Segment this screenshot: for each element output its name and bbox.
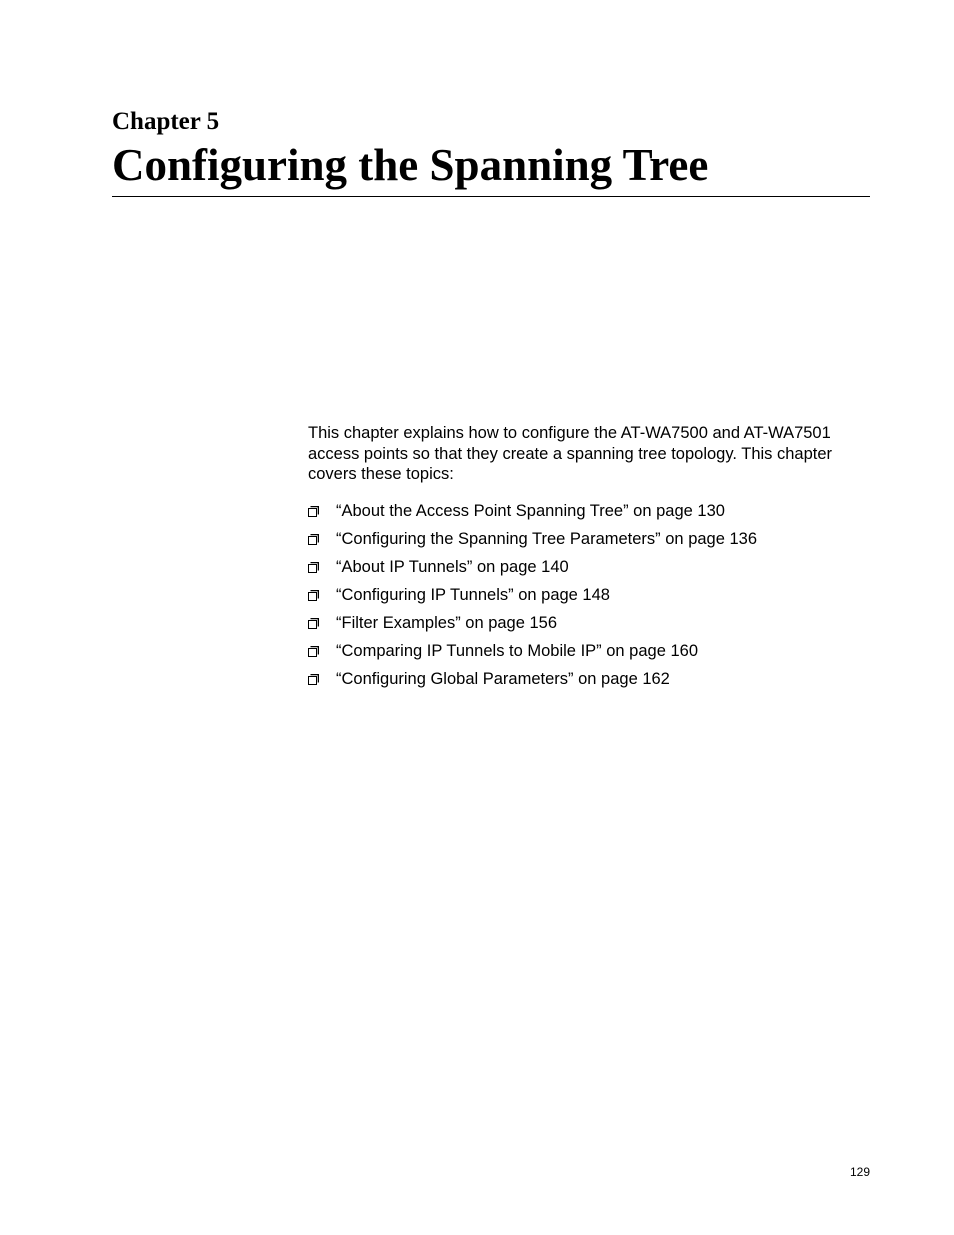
checkbox-bullet-icon	[308, 612, 336, 634]
topic-link[interactable]: “About IP Tunnels” on page 140	[336, 558, 569, 576]
topic-link[interactable]: “Configuring Global Parameters” on page 162	[336, 670, 670, 688]
list-item[interactable]	[308, 500, 870, 528]
chapter-title: Configuring the Spanning Tree	[112, 140, 709, 190]
topic-link[interactable]: “About the Access Point Spanning Tree” on page 130	[336, 502, 725, 520]
topic-list	[308, 500, 870, 696]
list-item[interactable]	[308, 612, 870, 640]
topic-link[interactable]: “Configuring IP Tunnels” on page 148	[336, 586, 610, 604]
list-item[interactable]	[308, 584, 870, 612]
list-item[interactable]	[308, 528, 870, 556]
checkbox-bullet-icon	[308, 640, 336, 662]
intro-paragraph: This chapter explains how to configure the AT-WA7500 and AT-WA7501 access points so that they create a spanning tree topology. This chapter covers these topics:	[308, 424, 833, 483]
chapter-label: Chapter 5	[112, 108, 220, 135]
checkbox-bullet-icon	[308, 500, 336, 522]
topic-link[interactable]: “Configuring the Spanning Tree Parameters” on page 136	[336, 530, 758, 548]
checkbox-bullet-icon	[308, 528, 336, 550]
list-item[interactable]	[308, 556, 870, 584]
list-item[interactable]	[308, 668, 870, 696]
checkbox-bullet-icon	[308, 668, 336, 690]
page-number: 129	[849, 1165, 870, 1179]
checkbox-bullet-icon	[308, 584, 336, 606]
list-item[interactable]	[308, 640, 870, 668]
title-divider	[112, 196, 870, 197]
topic-link[interactable]: “Filter Examples” on page 156	[336, 614, 558, 632]
checkbox-bullet-icon	[308, 556, 336, 578]
topic-link[interactable]: “Comparing IP Tunnels to Mobile IP” on page 160	[336, 642, 698, 660]
